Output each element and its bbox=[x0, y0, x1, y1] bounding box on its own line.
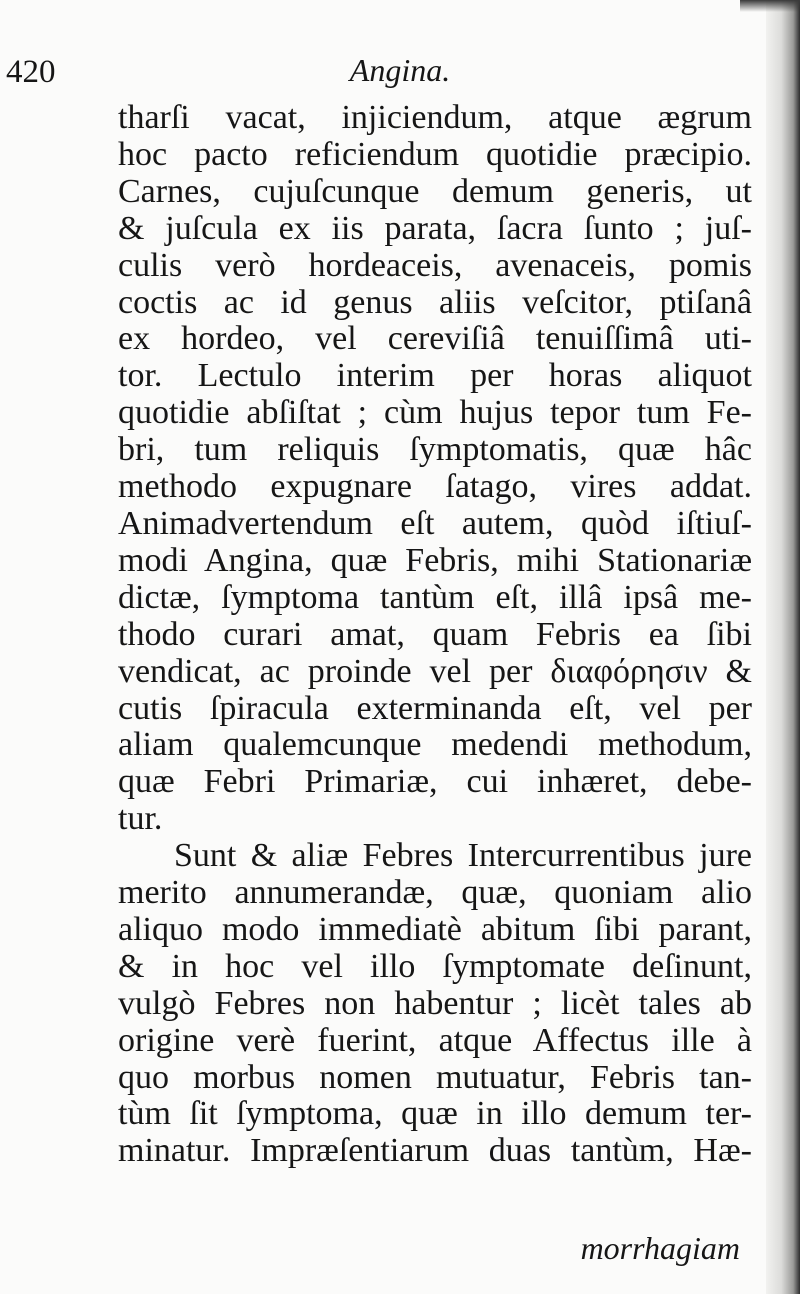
text-line: Sunt & aliæ Febres Intercurrentibus jure bbox=[174, 837, 752, 875]
text-line: minatur. Impræſentiarum duas tantùm, Hæ- bbox=[118, 1132, 752, 1170]
text-line: culis verò hordeaceis, avenaceis, pomis bbox=[118, 246, 752, 284]
text-line: Animadvertendum eſt autem, quòd iſtiuſ- bbox=[118, 504, 752, 542]
page-number: 420 bbox=[6, 54, 56, 90]
text-line: ex hordeo, vel cereviſiâ tenuiſſimâ uti- bbox=[118, 320, 752, 358]
text-line: modi Angina, quæ Febris, mihi Stationariæ bbox=[118, 541, 752, 579]
text-line: tor. Lectulo interim per horas aliquot bbox=[118, 357, 752, 395]
text-line: hoc pacto reficiendum quotidie præcipio. bbox=[118, 135, 752, 173]
running-title: Angina. bbox=[349, 52, 451, 88]
text-line: aliquo modo immediatè abitum ſibi parant, bbox=[118, 910, 752, 948]
text-line: & juſcula ex iis parata, ſacra ſunto ; juſ- bbox=[118, 209, 752, 247]
text-line: coctis ac id genus aliis veſcitor, ptiſanâ bbox=[118, 283, 752, 321]
page-corner-shadow bbox=[740, 0, 800, 12]
text-line: origine verè fuerint, atque Affectus ille à bbox=[118, 1021, 752, 1059]
text-line: aliam qualemcunque medendi methodum, bbox=[118, 726, 752, 764]
text-line: quæ Febri Primariæ, cui inhæret, debe- bbox=[118, 763, 752, 801]
text-line: vendicat, ac proinde vel per διαφόρησιν & bbox=[118, 652, 752, 690]
text-line: tharſi vacat, injiciendum, atque ægrum bbox=[118, 99, 752, 136]
catchword: morrhagiam bbox=[580, 1230, 740, 1266]
text-line: Carnes, cujuſcunque demum generis, ut bbox=[118, 172, 752, 210]
text-line: merito annumerandæ, quæ, quoniam alio bbox=[118, 874, 752, 912]
text-line: vulgò Febres non habentur ; licèt tales ab bbox=[118, 984, 752, 1022]
body-text bbox=[118, 100, 752, 1170]
text-line: tur. bbox=[118, 800, 163, 838]
text-line: bri, tum reliquis ſymptomatis, quæ hâc bbox=[118, 431, 752, 469]
text-line: quotidie abſiſtat ; cùm hujus tepor tum Fe- bbox=[118, 394, 752, 432]
text-line: thodo curari amat, quam Febris ea ſibi bbox=[118, 615, 752, 653]
text-line: quo morbus nomen mutuatur, Febris tan- bbox=[118, 1058, 752, 1096]
page-edge-shadow bbox=[766, 0, 800, 1294]
text-line: cutis ſpiracula exterminanda eſt, vel per bbox=[118, 689, 752, 727]
text-line: & in hoc vel illo ſymptomate deſinunt, bbox=[118, 947, 752, 985]
text-line: tùm ſit ſymptoma, quæ in illo demum ter- bbox=[118, 1095, 752, 1133]
text-line: dictæ, ſymptoma tantùm eſt, illâ ipsâ me- bbox=[118, 578, 752, 616]
text-line: methodo expugnare ſatago, vires addat. bbox=[118, 468, 752, 506]
